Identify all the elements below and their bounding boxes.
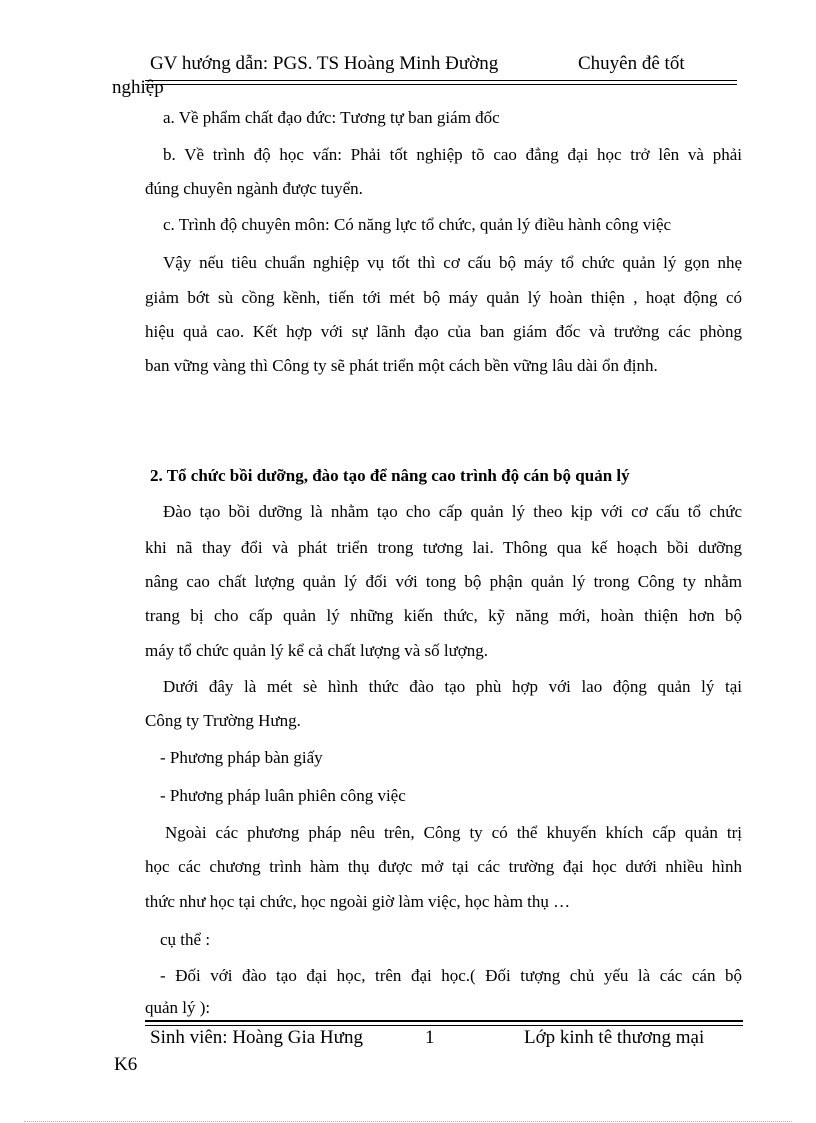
para-line-15: Công ty Trường Hưng. [145,711,301,730]
footer-class: Lớp kinh tê thương mại [524,1027,705,1048]
para-line-9: Đào tạo bồi dưỡng là nhằm tạo cho cấp quản lý theo kịp với cơ cấu tổ chức [163,502,742,521]
header-advisor: GV hướng dẫn: PGS. TS Hoàng Minh Đường [150,53,499,74]
para-line-10: khi nã thay đổi và phát triển trong tương lai. Thông qua kế hoạch bồi dưỡng [145,538,742,557]
para-line-1: a. Về phẩm chất đạo đức: Tương tự ban giám đốc [163,108,500,127]
header-title-wrap: nghiệp [112,77,164,98]
para-line-6: giảm bớt sù cồng kềnh, tiến tới mét bộ máy quản lý hoàn thiện , hoạt động có [145,288,742,307]
header-rule-bottom [145,84,737,85]
section-heading: 2. Tổ chức bồi dưỡng, đào tạo để nâng cao trình độ cán bộ quản lý [150,466,630,485]
page-edge-divider [24,1121,792,1122]
para-line-2: b. Về trình độ học vấn: Phải tốt nghiệp tõ cao đẳng đại học trở lên và phải [163,145,742,164]
footer-student: Sinh viên: Hoàng Gia Hưng [150,1027,363,1048]
para-line-19: học các chương trình hàm thụ được mở tại các trường đại học dưới nhiều hình [145,857,742,876]
header-rule-top [145,80,737,81]
para-line-8: ban vững vàng thì Công ty sẽ phát triển một cách bền vững lâu dài ổn định. [145,356,658,375]
para-line-23: quản lý ): [145,998,211,1017]
page-number: 1 [425,1027,435,1048]
para-line-7: hiệu quả cao. Kết hợp với sự lãnh đạo của ban giám đốc và trưởng các phòng [145,322,742,341]
para-line-5: Vậy nếu tiêu chuẩn nghiệp vụ tốt thì cơ cấu bộ máy tổ chức quản lý gọn nhẹ [163,253,742,272]
header-title: Chuyên đê tốt [578,53,685,74]
para-line-3: đúng chuyên ngành được tuyển. [145,179,363,198]
para-line-14: Dưới đây là mét sè hình thức đào tạo phù hợp với lao động quản lý tại [163,677,742,696]
para-line-11: nâng cao chất lượng quản lý đối với tong bộ phận quản lý trong Công ty nhằm [145,572,742,591]
para-line-4: c. Trình độ chuyên môn: Có năng lực tổ chức, quản lý điều hành công việc [163,215,672,234]
para-line-18: Ngoài các phương pháp nêu trên, Công ty có thể khuyến khích cấp quản trị [165,823,742,842]
footer-rule-top [145,1020,743,1022]
para-line-22: - Đối với đào tạo đại học, trên đại học.( Đối tượng chủ yếu là các cán bộ [160,966,742,985]
para-line-21: cụ thể : [160,930,211,949]
para-line-13: máy tổ chức quản lý kể cả chất lượng và số lượng. [145,641,489,660]
footer-class-wrap: K6 [114,1054,138,1075]
para-line-20: thức như học tại chức, học ngoài giờ làm việc, học hàm thụ … [145,892,571,911]
para-line-12: trang bị cho cấp quản lý những kiến thức, kỹ năng mới, hoàn thiện hơn bộ [145,606,742,625]
footer-rule-bottom [145,1025,743,1026]
list-item-2: - Phương pháp luân phiên công việc [160,786,406,805]
list-item-1: - Phương pháp bàn giấy [160,748,323,767]
